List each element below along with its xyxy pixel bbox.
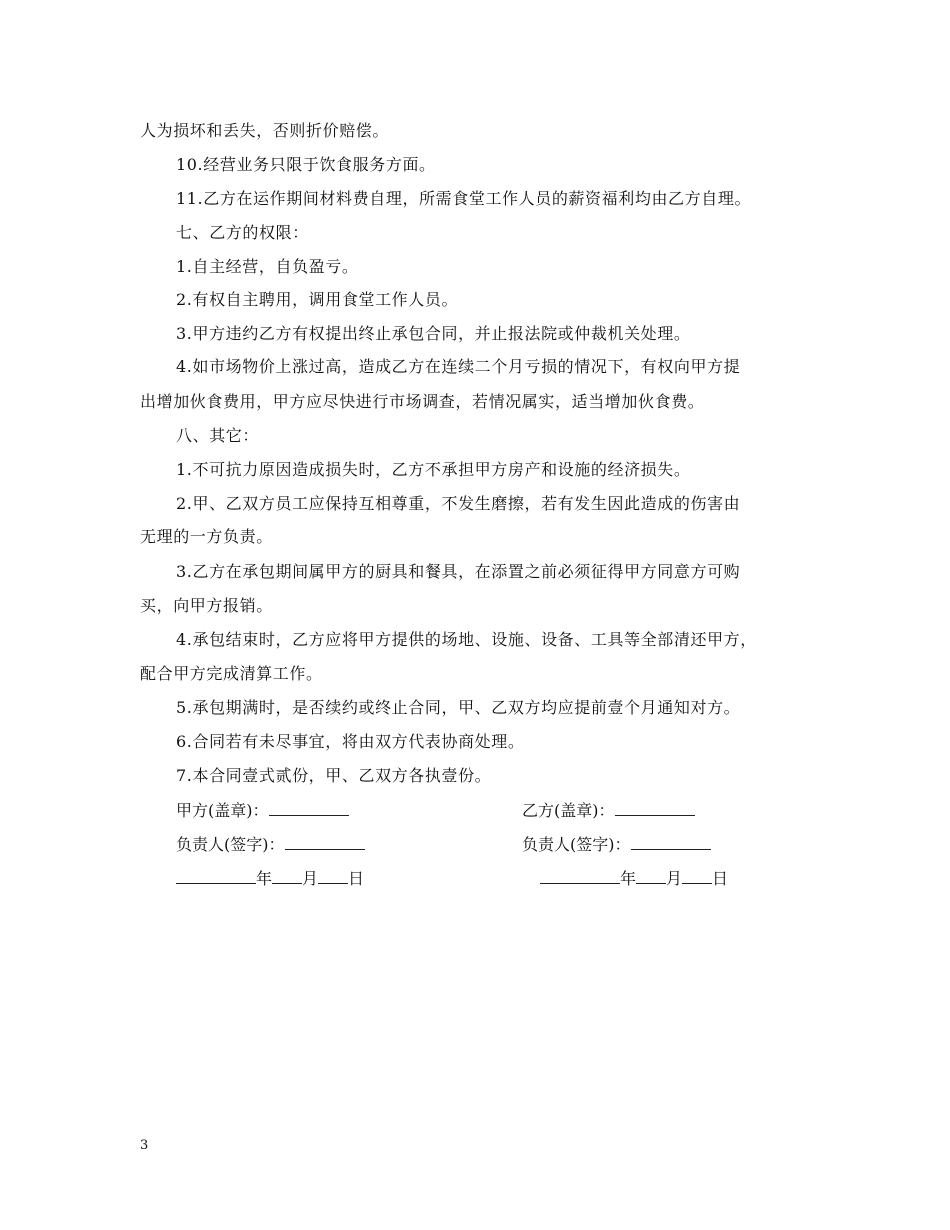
day-label: 日 [712,869,729,888]
year-blank [540,868,620,884]
party-a-seal-blank [269,800,349,816]
party-b-signature-blank [631,834,711,850]
paragraph-line: 2.有权自主聘用，调用食堂工作人员。 [176,290,459,309]
month-blank [272,868,302,884]
section-heading: 七、乙方的权限： [176,223,309,242]
party-b-person-label: 负责人(签字)： [522,835,631,854]
section-heading: 八、其它： [176,426,260,445]
month-label: 月 [302,869,319,888]
party-a-date [176,868,364,888]
party-a-seal-label: 甲方(盖章)： [176,801,269,820]
paragraph-line: 2.甲、乙双方员工应保持互相尊重，不发生磨擦，若有发生因此造成的伤害由 [176,494,741,513]
party-b-signatory [522,834,711,854]
month-blank [636,868,666,884]
party-b-seal [522,800,695,820]
party-a-signature-blank [285,834,365,850]
party-b-seal-blank [615,800,695,816]
paragraph-line: 7.本合同壹式贰份，甲、乙双方各执壹份。 [176,766,492,785]
day-blank [318,868,348,884]
year-blank [176,868,256,884]
paragraph-line: 4.如市场物价上涨过高，造成乙方在连续二个月亏损的情况下，有权向甲方提 [176,357,741,376]
year-label: 年 [256,869,273,888]
paragraph-line: 10.经营业务只限于饮食服务方面。 [176,155,436,174]
paragraph-line: 配合甲方完成清算工作。 [140,664,323,683]
paragraph-line: 4.承包结束时，乙方应将甲方提供的场地、设施、设备、工具等全部清还甲方， [176,630,757,649]
year-label: 年 [620,869,637,888]
day-blank [682,868,712,884]
party-a-signatory [176,834,365,854]
paragraph-line: 买，向甲方报销。 [140,596,273,615]
paragraph-line: 1.自主经营，自负盈亏。 [176,257,359,276]
party-a-seal [176,800,349,820]
day-label: 日 [348,869,365,888]
party-b-seal-label: 乙方(盖章)： [522,801,615,820]
party-b-date [540,868,728,888]
paragraph-line: 3.甲方违约乙方有权提出终止承包合同，并止报法院或仲裁机关处理。 [176,324,691,343]
party-a-person-label: 负责人(签字)： [176,835,285,854]
month-label: 月 [666,869,683,888]
paragraph-line: 人为损坏和丢失，否则折价赔偿。 [140,121,390,140]
page-number: 3 [140,1138,149,1153]
paragraph-line: 1.不可抗力原因造成损失时，乙方不承担甲方房产和设施的经济损失。 [176,460,691,479]
paragraph-line: 5.承包期满时，是否续约或终止合同，甲、乙双方均应提前壹个月通知对方。 [176,698,741,717]
paragraph-line: 6.合同若有未尽事宜，将由双方代表协商处理。 [176,732,525,751]
paragraph-line: 出增加伙食费用，甲方应尽快进行市场调查，若情况属实，适当增加伙食费。 [140,392,705,411]
paragraph-line: 无理的一方负责。 [140,527,273,546]
paragraph-line: 3.乙方在承包期间属甲方的厨具和餐具，在添置之前必须征得甲方同意方可购 [176,562,741,581]
paragraph-line: 11.乙方在运作期间材料费自理，所需食堂工作人员的薪资福利均由乙方自理。 [176,189,752,208]
